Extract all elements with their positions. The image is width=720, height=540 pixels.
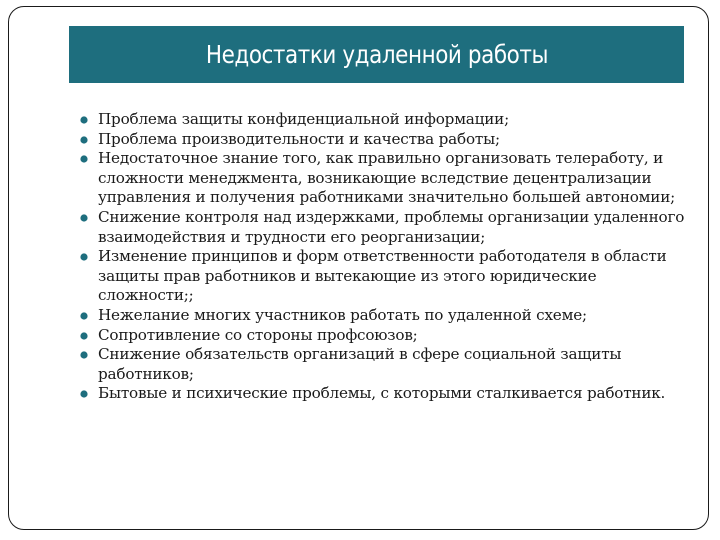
circle-bullet-icon (80, 253, 88, 261)
list-item (80, 345, 686, 384)
list-item-text: Изменение принципов и форм ответственности работодателя в области защиты прав работников и вытекающие из этого юридические сложности;; (98, 247, 667, 305)
title-bar (69, 26, 684, 83)
list-item (80, 326, 686, 346)
list-item-text: Снижение обязательств организаций в сфере социальной защиты работников; (98, 345, 622, 383)
list-item (80, 208, 686, 247)
circle-bullet-icon (80, 312, 88, 320)
bullet-list-container (80, 110, 686, 404)
circle-bullet-icon (80, 214, 88, 222)
circle-bullet-icon (80, 136, 88, 144)
list-item-text: Проблема защиты конфиденциальной информации; (98, 110, 509, 128)
list-item (80, 130, 686, 150)
circle-bullet-icon (80, 332, 88, 340)
list-item (80, 384, 686, 404)
list-item-text: Недостаточное знание того, как правильно организовать телеработу, и сложности менеджмента, возникающие вследствие децентрализации управления и получения работниками значительно большей автономии; (98, 149, 676, 207)
list-item-text: Бытовые и психические проблемы, с которыми сталкивается работник. (98, 384, 666, 403)
circle-bullet-icon (80, 155, 88, 163)
circle-bullet-icon (80, 351, 88, 359)
bullet-list (80, 110, 686, 404)
list-item (80, 247, 686, 306)
list-item (80, 110, 686, 130)
list-item-text: Сопротивление со стороны профсоюзов; (98, 325, 418, 344)
list-item (80, 306, 686, 326)
circle-bullet-icon (80, 116, 88, 124)
list-item-text: Нежелание многих участников работать по удаленной схеме; (98, 305, 587, 324)
list-item (80, 149, 686, 208)
slide-title: Недостатки удаленной работы (205, 40, 548, 69)
circle-bullet-icon (80, 390, 88, 398)
list-item-text: Снижение контроля над издержками, проблемы организации удаленного взаимодействия и трудности его реорганизации; (98, 207, 685, 246)
list-item-text: Проблема производительности и качества работы; (98, 129, 500, 148)
